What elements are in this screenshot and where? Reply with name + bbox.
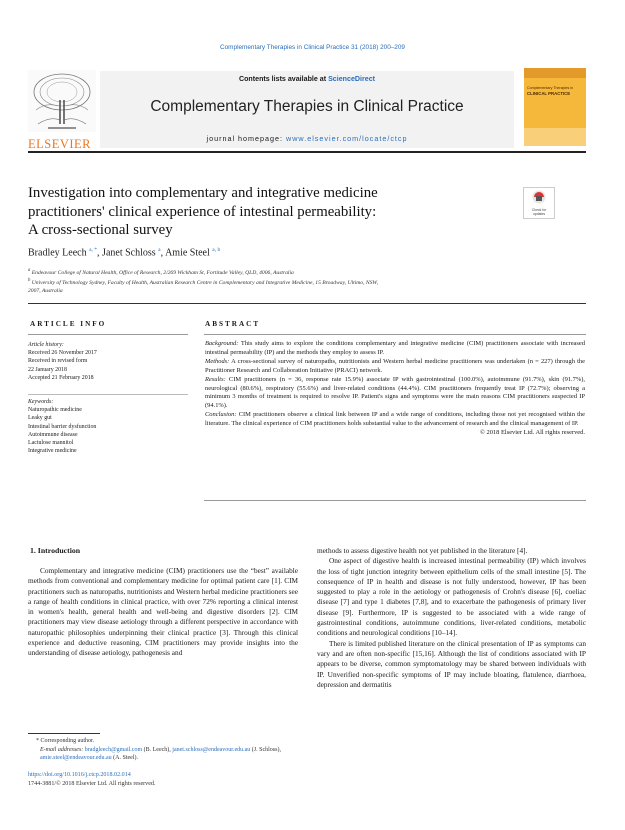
article-info-heading: ARTICLE INFO bbox=[30, 320, 107, 328]
affiliation-rule bbox=[28, 303, 586, 304]
homepage-link[interactable]: www.elsevier.com/locate/ctcp bbox=[286, 134, 408, 143]
email-link[interactable]: janet.schloss@endeavour.edu.au bbox=[172, 746, 251, 753]
email-link[interactable]: amie.steel@endeavour.edu.au bbox=[40, 755, 112, 762]
abstract-copyright: © 2018 Elsevier Ltd. All rights reserved. bbox=[479, 429, 585, 437]
intro-paragraph: Complementary and integrative medicine (CIM) practitioners use the “best” available methods from conventional and complementary medicine for optimal patient care [1]. CIM practitioners such as naturopaths, nutritionists and Western herbal medicine practitioners see a range of health conditions in clinical practice, with over 72% reporting a clinical interest in women's health, general health and well-being and digestive disorders [2]. CIM practitioners may view disease aetiology through a different perspective in accordance with naturopathic philosophies underpinning their clinical practice [3]. Through this clinical experience and deductive reasoning, CIM practitioners may provide insights into the understanding of disease aetiology, pathogenesis and bbox=[28, 566, 298, 658]
author-sup[interactable]: a, b bbox=[212, 247, 221, 253]
author-name[interactable]: Janet Schloss bbox=[102, 247, 156, 259]
footnote bbox=[28, 737, 300, 763]
check-updates-line1: Check for bbox=[531, 208, 547, 212]
author-sup[interactable]: a, * bbox=[89, 247, 98, 253]
intro-column-1 bbox=[28, 566, 298, 659]
keywords-label: Keywords: bbox=[28, 399, 54, 405]
journal-citation[interactable]: Complementary Therapies in Clinical Practice 31 (2018) 200–209 bbox=[220, 44, 405, 51]
author-name[interactable]: Amie Steel bbox=[165, 247, 210, 259]
abstract-body bbox=[205, 340, 585, 438]
issn-line: 1744-3881/© 2018 Elsevier Ltd. All rights reserved. bbox=[28, 781, 156, 787]
check-updates-line2: updates bbox=[532, 212, 546, 216]
article-title bbox=[28, 184, 508, 240]
history-label: Article history: bbox=[28, 342, 64, 348]
article-history bbox=[28, 341, 188, 382]
keyword: Intestinal barrier dysfunction bbox=[28, 423, 97, 430]
abstract-methods: Methods: A cross-sectional survey of naturopaths, nutritionists and Western herbal medicine practitioners was undertaken (n = 227) through the Practitioner Research and Collaboration Initiative (PRACI) network. bbox=[205, 357, 585, 374]
email-link[interactable]: bradgleech@gmail.com bbox=[84, 746, 143, 753]
affiliations bbox=[28, 267, 588, 295]
cover-title-line1: Complementary Therapies in bbox=[527, 86, 574, 90]
check-updates-icon bbox=[532, 190, 546, 204]
title-line: Investigation into complementary and integrative medicine bbox=[28, 185, 378, 201]
intro-heading: 1. Introduction bbox=[30, 546, 81, 555]
history-item: 22 January 2018 bbox=[28, 366, 67, 373]
abstract-rule bbox=[204, 334, 586, 335]
history-item: Accepted 21 February 2018 bbox=[28, 374, 94, 381]
publisher-name: ELSEVIER bbox=[28, 137, 92, 151]
intro-paragraph: One aspect of digestive health is increased intestinal permeability (IP) which involves the loss of tight junction integrity between epithelium cells of the small intestine [5]. The consequence of IP in health and disease is not fully understood, however, IP has been suggested to play a role in the aetiology or pathogenesis of Crohn's disease [6], coeliac disease [7] and type 1 diabetes [7,8], and to exacerbate the pathogenesis of primary liver disease [9]. Furthermore, IP is suggested to be associated with a wide range of gastrointestinal conditions, autoimmune conditions, liver-related conditions, metabolic conditions and neurological conditions [10–14]. bbox=[317, 556, 586, 638]
homepage-prefix: journal homepage: bbox=[206, 134, 287, 143]
intro-paragraph: methods to assess digestive health not yet published in the literature [4]. bbox=[317, 546, 528, 555]
homepage-line bbox=[100, 134, 514, 143]
sciencedirect-link[interactable]: ScienceDirect bbox=[328, 75, 376, 83]
doi-link[interactable]: https://doi.org/10.1016/j.ctcp.2018.02.014 bbox=[28, 772, 131, 778]
affiliation: 2007, Australia bbox=[28, 288, 63, 295]
email-line: E-mail addresses: bradgleech@gmail.com (B. Leech), janet.schloss@endeavour.edu.au (J. Schloss), amie.steel@endeavour.edu.au (A. Steel). bbox=[40, 746, 281, 762]
abstract-heading: ABSTRACT bbox=[205, 320, 261, 328]
abstract-bottom-rule bbox=[204, 500, 586, 501]
cover-title-line2: CLINICAL PRACTICE bbox=[527, 91, 571, 96]
history-item: Received 26 November 2017 bbox=[28, 350, 97, 357]
intro-column-2 bbox=[317, 546, 586, 690]
contents-line bbox=[100, 75, 514, 83]
corresponding-author: * Corresponding author. bbox=[36, 738, 95, 744]
footnote-rule bbox=[28, 733, 100, 734]
article-info-rule bbox=[28, 334, 188, 335]
keyword: Integrative medicine bbox=[28, 448, 77, 455]
affiliation: $^b$ University of Technology Sydney, Faculty of Health, Australian Research Centre in Complementary and Integrative Medicine, 15 Broadway, Ultimo, NSW, bbox=[28, 278, 378, 286]
journal-cover bbox=[524, 68, 586, 146]
title-line: A cross-sectional survey bbox=[28, 222, 173, 238]
history-rule bbox=[28, 394, 188, 395]
history-item: Received in revised form bbox=[28, 358, 88, 365]
elsevier-tree-icon bbox=[28, 70, 96, 132]
contents-prefix: Contents lists available at bbox=[238, 75, 329, 83]
abstract-results: Results: CIM practitioners (n = 36, response rate 15.9%) associate IP with gastrointestinal (100.0%), autoimmune (91.7%), skin (91.7%), neurological (80.6%), respiratory (55.6%) and liver-related conditions (44.4%). CIM practitioners frequently treat IP (72.7%); observing a minimum 3 months of treatment is required to resolve IP. Patient's signs and symptoms were the main reasons CIM practitioners suspected IP (94.1%). bbox=[205, 375, 585, 410]
journal-header-box bbox=[100, 71, 514, 148]
keyword: Leaky gut bbox=[28, 415, 52, 422]
affiliation: $^a$ Endeavour College of Natural Health, Office of Research, 2/269 Wickham St, Fortitude Valley, QLD, 4006, Australia bbox=[28, 268, 294, 276]
check-updates-button[interactable] bbox=[523, 187, 555, 219]
author-list: Bradley Leech $^{a, *}$, Janet Schloss $^a$, Amie Steel $^{a, b}$ bbox=[28, 247, 221, 259]
journal-title: Complementary Therapies in Clinical Practice bbox=[150, 98, 464, 115]
keywords bbox=[28, 398, 188, 455]
abstract-background: Background: This study aims to explore the conditions complementary and integrative medicine (CIM) practitioners associate with increased intestinal permeability (IP) and the methods they employ to assess IP. bbox=[205, 340, 585, 356]
header-rule bbox=[28, 151, 586, 153]
author-sup[interactable]: a bbox=[158, 247, 161, 253]
keyword: Autoimmune disease bbox=[28, 431, 78, 438]
abstract-conclusion: Conclusion: CIM practitioners observe a clinical link between IP and a wide range of conditions, including those not yet recognised within the literature. The clinical experience of CIM practitioners holds substantial value to the advancement of research and the clinical management of IP. bbox=[205, 411, 585, 428]
title-line: practitioners' clinical experience of intestinal permeability: bbox=[28, 203, 377, 220]
keyword: Lactulose mannitol bbox=[28, 440, 74, 447]
keyword: Naturopathic medicine bbox=[28, 407, 82, 414]
author-name[interactable]: Bradley Leech bbox=[28, 247, 87, 259]
elsevier-logo bbox=[28, 70, 96, 151]
intro-paragraph: There is limited published literature on the clinical presentation of IP as symptoms can vary and are often non-specific [15,16]. Although the list of conditions associated with IP appears to be diverse, common symptomatology may be shared between individuals with IP. Unverified non-specific symptoms of IP may include bloating, flatulence, diarrhoea, depression and dermatitis bbox=[317, 638, 586, 689]
